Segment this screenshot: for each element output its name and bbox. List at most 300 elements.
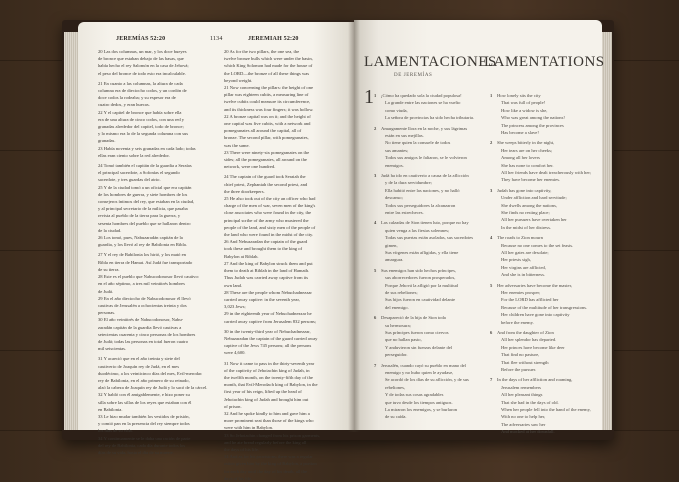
verse-text: Sus vírgenes están afligidas, y ella tiene xyxy=(385,250,459,255)
text-line: 24 The captain of the guard took Seraiah the xyxy=(224,174,306,180)
verse-line xyxy=(490,413,545,420)
text-line: granadas alrededor del capitel, todo de bronce; xyxy=(98,124,184,130)
verse-text: Las calzadas de Sion tienen luto, porque no hay xyxy=(381,220,469,226)
verse-line xyxy=(374,139,450,146)
verse-line xyxy=(490,242,573,249)
verse-text: The roads to Zion mourn xyxy=(497,235,543,241)
verse-text: She weeps bitterly in the night, xyxy=(497,140,555,146)
verse-line xyxy=(374,125,467,132)
verse-line xyxy=(374,162,404,169)
verse-line xyxy=(490,122,564,129)
text-line: y al principal secretario de la milicia, que pasaba xyxy=(98,206,188,212)
verse-text: ¡Cómo ha quedado sola la ciudad populosa! xyxy=(381,93,462,98)
verse-text: How like a widow is she, xyxy=(501,107,548,113)
verse-line xyxy=(490,194,567,201)
verse-text: Y de todas sus cosas agradables xyxy=(385,392,444,398)
text-line: them to death at Riblah in the land of Hamath. xyxy=(224,268,310,274)
verse-line xyxy=(490,282,572,289)
verse-line xyxy=(374,194,403,201)
verse-text: She has none to comfort her. xyxy=(501,162,554,168)
spanish-verses xyxy=(374,92,484,422)
verse-line xyxy=(490,264,546,271)
verse-line xyxy=(374,202,455,209)
text-line: días de su vida, hasta el día de su muerte. xyxy=(98,449,174,455)
verse-text: descanso; xyxy=(385,195,403,201)
text-line: 31 Y acaeció que en el año treinta y siete del xyxy=(98,356,180,362)
verse-text: sus aborrecedores fueron prosperados, xyxy=(385,275,456,281)
verse-text: before the enemy. xyxy=(501,319,534,325)
verse-line xyxy=(490,234,543,241)
verse-line xyxy=(490,114,565,121)
verse-text: No tiene quien la consuele de todos xyxy=(385,140,451,146)
text-line: 31 Now it came to pass in the thirty-seventh year xyxy=(224,360,315,366)
verse-line xyxy=(374,336,422,343)
verse-line xyxy=(374,322,411,329)
text-line: one capital was five cubits, with a network and xyxy=(224,121,311,127)
verse-line xyxy=(490,147,552,154)
text-line: were with him in Babylon. xyxy=(224,425,274,431)
verse-number: 4 xyxy=(490,235,493,241)
verse-text: Sus príncipes fueron como ciervos xyxy=(385,330,449,335)
text-line: cuatro dedos, y eran huecas. xyxy=(98,102,150,108)
verse-text: Desapareció de la hija de Sion toda xyxy=(381,315,446,321)
verse-line xyxy=(490,129,539,136)
verse-text: Who was great among the nations! xyxy=(501,115,565,121)
verse-line xyxy=(374,406,457,413)
text-line: Jehoiachin king of Judah and brought him out xyxy=(224,396,309,402)
verse-line xyxy=(374,329,449,336)
verse-line xyxy=(490,304,587,311)
verse-text: Judá ha ido en cautiverio a causa de la aflicción xyxy=(381,173,469,178)
text-line: rey de Babilonia, en el año primero de su reinado, xyxy=(98,377,190,383)
verse-line xyxy=(374,92,462,99)
text-line: ellas eran ciento sobre la red alrededor. xyxy=(98,152,170,158)
chapter-number: 1 xyxy=(364,86,374,108)
book-subtitle-spanish: DE JEREMÍAS xyxy=(394,73,433,78)
verse-text: In the midst of her distress. xyxy=(501,224,552,230)
verse-text: When her people fell into the hand of the enemy, xyxy=(501,407,591,412)
verse-line xyxy=(374,256,403,263)
verse-text: Her virgins are afflicted, xyxy=(501,264,546,270)
verse-line xyxy=(374,376,469,383)
header-english-ref: JEREMIAH 52:20 xyxy=(248,36,299,42)
verse-number: 7 xyxy=(490,377,493,383)
book-title-spanish: LAMENTACIONES xyxy=(364,54,497,70)
verse-line xyxy=(490,216,567,223)
verse-text: perseguidor. xyxy=(385,352,408,358)
verse-text: All her gates are desolate; xyxy=(501,250,549,255)
verse-line xyxy=(490,319,534,326)
verse-line xyxy=(490,376,572,383)
text-line: for each day until the day of his death, all the xyxy=(224,468,308,474)
verse-line xyxy=(374,314,446,321)
text-line: the days of his life. xyxy=(224,446,260,452)
verse-text: The adversaries saw her xyxy=(501,421,546,427)
verse-text: Todas sus puertas están asoladas, sus sacerdotes xyxy=(385,235,474,241)
verse-text: All her pursuers have overtaken her xyxy=(501,217,567,223)
text-line: of prison. xyxy=(224,403,242,409)
verse-text: Sus enemigos han sido hechos príncipes, xyxy=(381,267,457,273)
verse-text: como viuda, xyxy=(385,107,408,113)
text-line: 21 En cuanto a las columnas, la altura de cada xyxy=(98,80,183,86)
verse-line xyxy=(374,99,460,106)
text-line: twelve cubits could measure its circumference, xyxy=(224,99,311,105)
text-line: los días de su vida. xyxy=(98,428,133,434)
text-line: 29 En el año dieciocho de Nabucodonosor él llevó xyxy=(98,295,191,301)
verse-line xyxy=(374,132,424,139)
verse-text: Her princes have become like deer xyxy=(501,344,565,350)
text-line: 23 There were ninety-six pomegranates on the xyxy=(224,149,310,155)
verse-text: She finds no resting place; xyxy=(501,210,550,215)
verse-text: Her enemies prosper; xyxy=(501,290,541,295)
verse-number: 5 xyxy=(374,267,377,273)
text-line: 34 Y continuamente se le daba una ración de parte xyxy=(98,435,191,441)
verse-text: su hermosura; xyxy=(385,322,411,328)
verse-text: That flee without strength xyxy=(501,359,549,365)
verse-line xyxy=(374,219,469,226)
verse-line xyxy=(374,351,408,358)
verse-text: Before the pursuer. xyxy=(501,367,537,372)
verse-text: Jerusalem remembers xyxy=(501,384,541,390)
verse-text: How lonely sits the city xyxy=(497,93,541,98)
text-line: el principal sacerdote, a Sofonías el segundo xyxy=(98,170,180,176)
left-page xyxy=(78,22,354,481)
verse-number: 2 xyxy=(374,125,377,131)
verse-line xyxy=(374,384,405,391)
text-line: 33 So Jehoiachin changed from his prison garments, xyxy=(224,432,321,438)
text-line: twelve bronze bulls which were under the basin, xyxy=(224,56,313,62)
verse-line xyxy=(374,187,460,194)
text-line: month, that Evil-Merodach king of Babylon, in the xyxy=(224,382,318,388)
verse-line xyxy=(490,187,551,194)
text-line: doce codos la rodeaba; y su espesor era de xyxy=(98,95,176,101)
verse-line xyxy=(490,406,591,413)
verse-line xyxy=(490,289,540,296)
text-line: 20 Las dos columnas, un mar, y los doce bueyes xyxy=(98,49,187,54)
text-line: de los hombres de guerra, y siete hombres de los xyxy=(98,191,188,197)
verse-line xyxy=(490,296,558,303)
text-line: captive of the Jews 745 persons; all the persons xyxy=(224,343,312,349)
verse-text: Among all her lovers xyxy=(501,155,540,161)
english-text-column xyxy=(224,48,342,482)
text-line: sacerdote, y tres guardas del atrio. xyxy=(98,177,161,183)
text-line: and he ate bread regularly before the king all xyxy=(224,439,307,445)
verse-number: 4 xyxy=(374,220,377,226)
verse-line xyxy=(374,413,407,420)
verse-text: All her friends have dealt treacherously with her; xyxy=(501,170,592,175)
verse-text: In the days of her affliction and roaming, xyxy=(497,377,573,383)
verse-line xyxy=(490,99,545,106)
text-line: days of his life. xyxy=(224,475,253,481)
verse-line xyxy=(490,209,550,216)
verse-line xyxy=(490,256,531,263)
verse-text: Todos sus perseguidores la alcanzaron xyxy=(385,202,456,208)
text-line: the twelfth month, on the twenty-fifth day of the xyxy=(224,374,313,380)
verse-line xyxy=(374,304,409,311)
text-line: en Babilonia. xyxy=(98,406,123,412)
verse-line xyxy=(490,344,565,351)
verse-text: del enemigo. xyxy=(385,304,409,310)
verse-line xyxy=(490,384,541,391)
text-line: 22 Y el capitel de bronce que había sobre ella xyxy=(98,109,182,115)
verse-text: And she is in bitterness. xyxy=(501,272,546,278)
verse-line xyxy=(490,92,541,99)
verse-text: rebeliones, xyxy=(385,384,406,390)
text-line: more prominent seat than those of the kings who xyxy=(224,418,314,424)
text-line: alzó la cabeza de Joaquín rey de Judá y lo sacó de la cárcel. xyxy=(98,385,208,391)
verse-number: 7 xyxy=(374,362,377,368)
book-gutter xyxy=(348,20,360,432)
text-line: 33 Le hizo mudar también los vestidos de prisión, xyxy=(98,413,190,419)
text-line: network, were one hundred. xyxy=(224,164,276,170)
text-line: the LORD—the bronze of all these things was xyxy=(224,70,310,76)
text-line: 30 El año veintitrés de Nabucodonosor, Nabu- xyxy=(98,317,184,323)
verse-line xyxy=(374,227,449,234)
verse-line xyxy=(490,107,547,114)
text-line: was the same. xyxy=(224,142,250,148)
text-line: Ribla en tierra de Hamat. Así Judá fue transportado xyxy=(98,259,193,265)
verse-text: With no one to help her, xyxy=(501,414,546,420)
text-line: 27 And the king of Babylon struck them and put xyxy=(224,260,313,266)
text-line: consejeros íntimos del rey, que estaban en la ciudad, xyxy=(98,199,195,205)
verse-line xyxy=(490,162,554,169)
verse-text: Y anduvieron sin fuerzas delante del xyxy=(385,344,453,350)
verse-line xyxy=(374,172,469,179)
verse-number: 1 xyxy=(374,93,377,98)
verse-text: The princess among the provinces xyxy=(501,122,564,128)
text-line: Nebuzaradan the captain of the guard carried away xyxy=(224,335,318,341)
text-line: granadas. xyxy=(98,138,116,144)
verse-text: sus amantes; xyxy=(385,147,409,153)
spanish-text-column xyxy=(98,48,216,456)
text-line: of the captivity of Jehoiachin king of Judah, in xyxy=(224,367,310,373)
verse-line xyxy=(490,169,591,176)
text-line: silla sobre las sillas de los reyes que estaban con él xyxy=(98,399,192,405)
verse-text: gimen, xyxy=(385,242,398,248)
text-line: 25 Y de la ciudad tomó a un oficial que era capitán xyxy=(98,184,192,190)
verse-line xyxy=(490,366,536,373)
verse-text: Her children have gone into captivity xyxy=(501,312,570,318)
verse-text: Amargamente llora en la noche, y sus lágrimas xyxy=(381,125,468,131)
verse-number: 3 xyxy=(374,173,377,178)
text-line: cautiverio de Joaquín rey de Judá, en el mes xyxy=(98,363,180,369)
verse-text: She dwells among the nations, xyxy=(501,202,558,208)
verse-line xyxy=(374,289,418,296)
verse-line xyxy=(490,224,551,231)
verse-number: 1 xyxy=(490,93,493,98)
verse-text: And mocked at her downfall. xyxy=(501,429,555,435)
text-line: carried away captive: in the seventh year, xyxy=(224,296,300,302)
verse-line xyxy=(374,296,455,303)
verse-text: y de la dura servidumbre; xyxy=(385,180,432,186)
verse-line xyxy=(374,274,455,281)
text-line: sides; all the pomegranates, all around on the xyxy=(224,157,307,163)
verse-text: Jerusalén, cuando cayó su pueblo en mano del xyxy=(381,362,466,368)
text-line: y lo mismo era lo de la segunda columna con sus xyxy=(98,131,189,137)
text-line: cautivas de Jerusalén a ochocientas treinta y dos xyxy=(98,302,187,308)
text-line: Thus Judah was carried away captive from its xyxy=(224,275,309,281)
text-line: own land. xyxy=(224,282,243,288)
text-line: 28 These are the people whom Nebuchadnezzar xyxy=(224,289,312,295)
verse-line xyxy=(374,242,398,249)
verse-text: enemigos. xyxy=(385,162,404,168)
verse-number: 3 xyxy=(490,187,493,193)
text-line: 26 Los tomó, pues, Nabuzaradán capitán de la xyxy=(98,235,183,241)
text-line: de Judá; todas las personas en total fueron cuatro xyxy=(98,338,189,344)
verse-line xyxy=(490,154,540,161)
verse-line xyxy=(374,249,458,256)
verse-text: Todos sus amigos le faltaron, se le volvieron xyxy=(385,155,467,161)
verse-line xyxy=(490,336,556,343)
text-line: first year of his reign, lifted up the head of xyxy=(224,389,302,395)
verse-line xyxy=(374,362,466,369)
text-line: and its thickness was four fingers; it was hollow. xyxy=(224,106,314,112)
verse-text: amargura. xyxy=(385,257,404,263)
text-line: mil seiscientas. xyxy=(98,346,127,352)
text-line: sesenta hombres del pueblo que se hallaron dentro xyxy=(98,220,191,226)
text-line: de bronce que estaban debajo de las basas, que xyxy=(98,56,184,62)
text-line: de su tierra. xyxy=(98,266,120,272)
text-line: the land who were found in the midst of the city. xyxy=(224,232,314,238)
verse-text: Judah has gone into captivity, xyxy=(497,187,552,193)
verse-line xyxy=(374,147,408,154)
verse-number: 2 xyxy=(490,140,493,146)
text-line: columna era de dieciocho codos, y un cordón de xyxy=(98,88,187,94)
text-line: Babylon at Riblah. xyxy=(224,253,259,259)
text-line: carried away captive from Jerusalem 832 persons; xyxy=(224,318,317,324)
verse-text: están en sus mejillas. xyxy=(385,133,424,138)
verse-text: That was full of people! xyxy=(501,100,546,106)
text-line: personas. xyxy=(98,310,116,316)
text-line: charge of the men of war, seven men of the king's xyxy=(224,203,316,209)
text-line: zaradán capitán de la guardia llevó cautivas a xyxy=(98,324,182,330)
open-bible xyxy=(62,14,614,481)
text-line: chief priest, Zephaniah the second priest, and xyxy=(224,181,308,187)
text-line: ration given him by the king of Babylon, a portion xyxy=(224,461,317,467)
verse-text: entre las estrecheces. xyxy=(385,210,424,215)
verse-line xyxy=(374,369,453,376)
verse-line xyxy=(490,351,539,358)
text-line: 23 Había noventa y seis granadas en cada lado; todas xyxy=(98,145,196,151)
text-line: the three doorkeepers. xyxy=(224,188,265,194)
verse-text: La señora de provincias ha sido hecha tributaria. xyxy=(385,115,475,121)
verse-line xyxy=(374,154,467,161)
verse-number: 6 xyxy=(490,330,493,335)
verse-line xyxy=(374,267,456,274)
verse-line xyxy=(490,391,542,398)
text-line: 24 Tomó también el capitán de la guardia a Seraías xyxy=(98,163,192,169)
text-line: 3,023 Jews; xyxy=(224,304,246,310)
text-line: 34 And as for his provisions, there was a regular xyxy=(224,454,313,460)
verse-text: All her splendor has departed. xyxy=(501,337,557,343)
verse-text: quien venga a las fiestas solemnes; xyxy=(385,227,450,233)
right-page xyxy=(354,20,605,435)
verse-text: That find no pasture, xyxy=(501,352,540,358)
text-line: de la ciudad. xyxy=(98,227,122,233)
verse-text: Her priests sigh, xyxy=(501,257,531,263)
text-line: 27 Y el rey de Babilonia los hirió, y los mató en xyxy=(98,252,186,258)
verse-line xyxy=(374,179,432,186)
text-line: 32 And he spoke kindly to him and gave him a xyxy=(224,410,310,416)
verse-text: Sus hijos fueron en cautividad delante xyxy=(385,297,456,303)
text-line: setecientas cuarenta y cinco personas de los hombres xyxy=(98,331,196,337)
english-verses xyxy=(490,92,596,435)
verse-line xyxy=(490,399,559,406)
verse-text: Has become a slave! xyxy=(501,130,539,135)
verse-line xyxy=(374,114,474,121)
verse-line xyxy=(490,176,560,183)
verse-line xyxy=(490,421,545,428)
text-line: 21 Now concerning the pillars: the height of one xyxy=(224,85,314,91)
verse-text: Because of the multitude of her transgressions. xyxy=(501,304,588,310)
verse-line xyxy=(490,428,555,435)
text-line: principal scribe of the army who mustered the xyxy=(224,217,309,223)
verse-text: de su caída. xyxy=(385,414,407,420)
verse-text: That she had in the days of old. xyxy=(501,399,559,405)
verse-line xyxy=(490,249,549,256)
verse-text: que no hallan pasto, xyxy=(385,337,422,343)
text-line: pomegranates all around the capital, all of xyxy=(224,128,302,134)
text-line: de Judá. xyxy=(98,288,114,294)
verse-text: Under affliction and hard servitude; xyxy=(501,195,567,201)
verse-line xyxy=(490,202,557,209)
verse-line xyxy=(490,359,549,366)
text-line: guardia, y los llevó al rey de Babilonia en Ribla. xyxy=(98,242,187,248)
text-line: people of the land, and sixty men of the people of xyxy=(224,224,316,230)
verse-text: All her pleasant things xyxy=(501,392,543,398)
text-line: 28 Este es el pueblo que Nabucodonosor llevó cautivo: xyxy=(98,274,200,280)
verse-line xyxy=(374,282,458,289)
text-line: 32 Y habló con él amigablemente, e hizo poner su xyxy=(98,392,190,398)
text-line: pillar was eighteen cubits, a measuring line of xyxy=(224,92,309,98)
verse-text: de sus rebeliones; xyxy=(385,290,418,295)
text-line: were 4,600. xyxy=(224,350,246,356)
verse-text: Ella habitó entre las naciones, y no halló xyxy=(385,187,460,193)
verse-text: And from the daughter of Zion xyxy=(497,330,554,335)
verse-line xyxy=(374,344,452,351)
verse-line xyxy=(490,329,554,336)
text-line: 26 And Nebuzaradan the captain of the guard xyxy=(224,239,308,245)
verse-text: La grande entre las naciones se ha vuelto xyxy=(385,100,461,106)
verse-text: They have become her enemies. xyxy=(501,177,561,183)
text-line: 20 As for the two pillars, the one sea, the xyxy=(224,49,300,54)
text-line: 30 in the twenty-third year of Nebuchadnezzar, xyxy=(224,328,311,334)
text-line: beyond weight. xyxy=(224,77,253,83)
header-spanish-ref: JEREMÍAS 52:20 xyxy=(116,36,166,42)
text-line: en el año séptimo, a tres mil veintitrés hombres xyxy=(98,281,185,287)
verse-text: La miraron los enemigos, y se burlaron xyxy=(385,407,458,412)
verse-number: 6 xyxy=(374,315,377,321)
verse-line xyxy=(374,399,453,406)
verse-line xyxy=(490,271,545,278)
text-line: close associates who were found in the city, the xyxy=(224,210,312,216)
verse-line xyxy=(374,107,408,114)
text-line: bronze. The second pillar, with pomegranates, xyxy=(224,135,309,141)
text-line: which King Solomon had made for the house of xyxy=(224,63,313,69)
verse-text: Her tears are on her cheeks; xyxy=(501,147,553,153)
verse-line xyxy=(374,209,424,216)
verse-text: Porque Jehová la afligió por la multitud xyxy=(385,282,458,288)
text-line: 22 A bronze capital was on it; and the height of xyxy=(224,113,311,119)
page-number: 1134 xyxy=(210,36,223,42)
verse-text: Because no one comes to the set feasts. xyxy=(501,242,574,248)
verse-text: Her adversaries have become the master, xyxy=(497,282,573,288)
verse-line xyxy=(374,391,443,398)
book-title-english: LAMENTATIONS xyxy=(484,54,605,70)
text-line: revista al pueblo de la tierra para la guerra, y xyxy=(98,213,181,219)
verse-line xyxy=(374,234,473,241)
text-line: el peso del bronce de todo esto era incalculable. xyxy=(98,70,186,76)
